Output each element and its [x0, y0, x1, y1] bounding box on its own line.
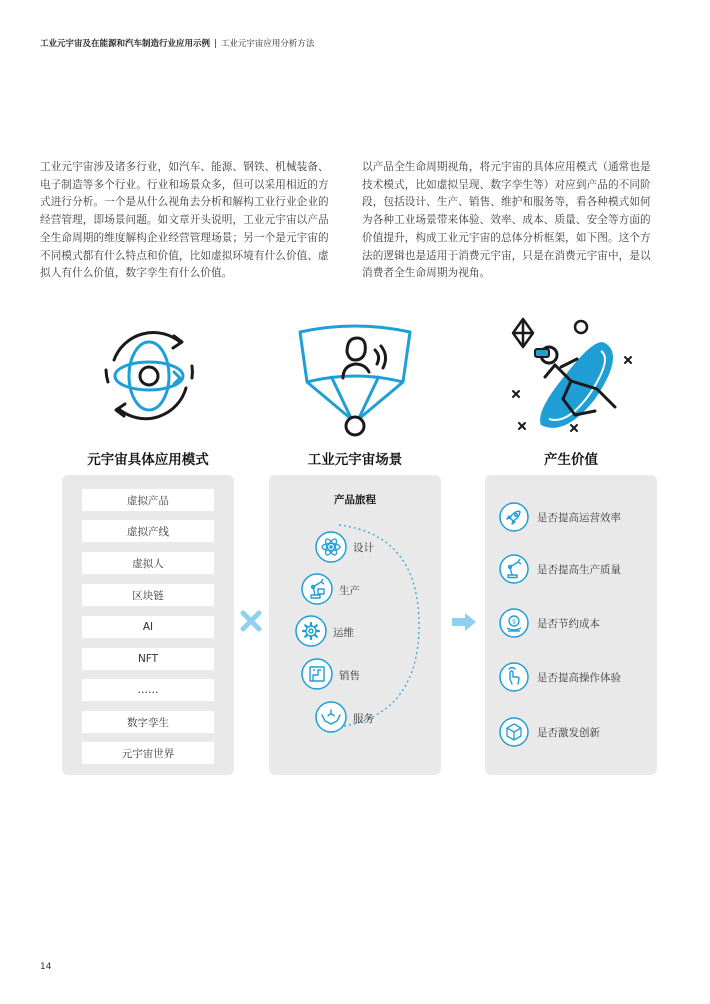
mode-item: 区块链 — [82, 584, 214, 606]
modes-panel — [62, 475, 234, 775]
value-label: 是否激发创新 — [537, 726, 600, 739]
header-section: 工业元宇宙应用分析方法 — [220, 39, 315, 49]
para-line: 为各种工业场景带来体验、效率、成本、质量、安全等方面的 — [362, 214, 651, 227]
hands-care-icon — [315, 701, 347, 733]
atom-icon — [315, 531, 347, 563]
para-line: 拟人有什么价值，数字孪生有什么价值。 — [40, 267, 233, 280]
journey-title: 产品旅程 — [334, 494, 376, 506]
mode-item: 数字孪生 — [82, 711, 214, 733]
header-separator: | — [214, 39, 217, 49]
value-item — [499, 717, 600, 747]
mode-item: NFT — [82, 648, 214, 670]
value-item — [499, 502, 621, 532]
stage-label: 服务 — [353, 713, 374, 725]
header-title: 工业元宇宙及在能源和汽车制造行业应用示例 — [40, 39, 211, 49]
svg-text:$: $ — [512, 618, 516, 626]
para-line: 消费者全生命周期为视角。 — [362, 267, 491, 280]
value-item — [499, 554, 621, 584]
stage-label: 销售 — [339, 670, 360, 682]
values-title: 产生价值 — [544, 452, 598, 468]
value-label: 是否提高运营效率 — [537, 511, 621, 524]
value-label: 是否节约成本 — [537, 617, 600, 630]
rocket-icon — [499, 502, 529, 532]
cross-icon — [240, 610, 262, 632]
para-line: 全生命周期的维度解构企业经营管理场景；另一个是元宇宙的 — [40, 231, 329, 244]
mode-item: …… — [82, 679, 214, 701]
stage-label: 运维 — [333, 627, 354, 639]
value-item — [499, 662, 621, 692]
robot-arm-icon — [301, 573, 333, 605]
modes-title: 元宇宙具体应用模式 — [87, 452, 209, 468]
para-line: 不同模式都有什么特点和价值，比如虚拟环境有什么价值、虚 — [40, 249, 329, 262]
para-line: 式进行分析。一个是从什么视角去分析和解构工业行业企业的 — [40, 196, 329, 209]
para-line: 技术模式，比如虚拟呈现、数字孪生等）对应到产品的不同阶 — [362, 178, 651, 191]
values-panel — [485, 475, 657, 775]
scenes-title: 工业元宇宙场景 — [307, 452, 403, 468]
scenes-panel — [269, 475, 441, 775]
orbit-sphere-icon — [94, 320, 204, 430]
vr-surfer-icon — [505, 315, 635, 440]
intro-paragraph-right — [362, 159, 672, 283]
stage-label: 生产 — [339, 585, 360, 597]
storefront-icon — [301, 658, 333, 690]
arrow-right-icon — [451, 612, 477, 632]
coin-icon — [499, 608, 529, 638]
stage-label: 设计 — [353, 542, 374, 554]
para-line: 电子制造等多个行业。行业和场景众多，但可以采用相近的方 — [40, 178, 329, 191]
vr-person-icon — [295, 322, 415, 440]
running-header — [40, 37, 314, 49]
gear-icon — [295, 615, 327, 647]
para-line: 段，包括设计、生产、销售、维护和服务等，看各种模式如何 — [362, 196, 651, 209]
cube-icon — [499, 717, 529, 747]
value-label: 是否提高生产质量 — [537, 563, 621, 576]
intro-paragraph-left — [40, 159, 345, 283]
para-line: 工业元宇宙涉及诸多行业，如汽车、能源、钢铁、机械装备、 — [40, 161, 329, 173]
mode-item: 元宇宙世界 — [82, 742, 214, 764]
value-label: 是否提高操作体验 — [537, 671, 621, 684]
robot-arm-icon — [499, 554, 529, 584]
para-line: 法的逻辑也是适用于消费元宇宙，只是在消费元宇宙中，是以 — [362, 249, 651, 262]
para-line: 以产品全生命周期视角，将元宇宙的具体应用模式（通常也是 — [362, 161, 651, 173]
value-item — [499, 608, 600, 638]
page-number: 14 — [40, 962, 52, 972]
mode-item: 虚拟产品 — [82, 489, 214, 511]
mode-item: 虚拟产线 — [82, 520, 214, 542]
mode-item: AI — [82, 616, 214, 638]
mode-item: 虚拟人 — [82, 552, 214, 574]
touch-hand-icon — [499, 662, 529, 692]
para-line: 价值提升，构成工业元宇宙的总体分析框架，如下图。这个方 — [362, 231, 651, 244]
para-line: 经营管理，即场景问题。如文章开头说明，工业元宇宙以产品 — [40, 214, 329, 227]
